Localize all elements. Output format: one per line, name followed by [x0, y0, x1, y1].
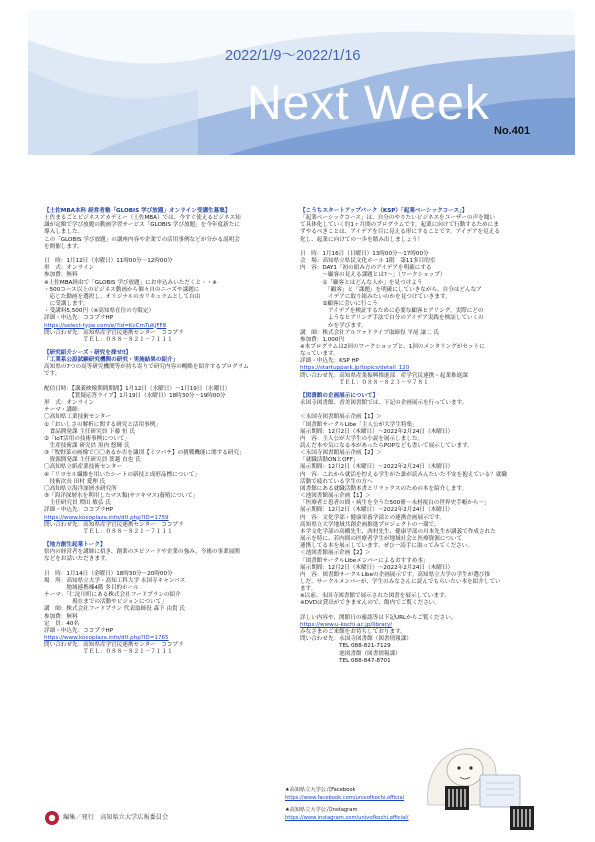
section-body — [300, 400, 570, 622]
contact-line: ＴＥＬ：０８８－８２１－７１１１ — [44, 528, 173, 535]
body-line: 「図書館サークルLibe「主人公が大学生特集」 — [300, 421, 418, 428]
body-line: 化し、起業に向けての一歩を踏み出しましょう！ — [300, 236, 424, 243]
body-line: 「起業ベーシックコース」は、自分のやりたいビジネスをユーザーの声を聞い — [300, 215, 495, 222]
body-line — [44, 564, 289, 571]
body-line: 形 式：オンライン — [44, 265, 95, 272]
instagram-qr-code — [510, 806, 534, 830]
body-line: ※土佐MBA経由で「GLOBIS 学び放題」にお申込みいただくと・・※ — [44, 279, 217, 286]
body-line: ④「リヨセル繊維を用いたシートの新技と成形品標について」 — [44, 471, 200, 478]
contact-line: 問い合わせ先：高知県産学官民連携センター ココプラ — [44, 642, 184, 649]
section-title: 【土佐MBA本科 経営者塾「GLOBIS 学び放題」オンライン受講生募集】 — [44, 208, 231, 214]
body-line: 講 師：株式会社アルファドライブ取締役 平尾 譲二 氏 — [300, 329, 439, 336]
body-line: 定 員：40名 — [44, 620, 80, 627]
section-contact — [300, 373, 570, 387]
body-line: 参加費：無料 — [44, 272, 78, 279]
contact-line: TEL 088-847-8701 — [300, 657, 391, 664]
body-line: 高知県立大学地域共創企画推進プロジェクトの一環で、 — [300, 521, 440, 528]
body-line: 本学文化学部の高橋先生、西村先生、健康学部の川本先生が講義で作成された — [300, 528, 496, 535]
contact-line: 問い合わせ先：高知県産業振興推進部 産学官民連携・起業推進課 — [300, 372, 468, 379]
body-line: ※DVDは貸出ができませんので、館内でご覧ください。 — [300, 600, 440, 607]
body-line: アイデアを検証するために必要な顧客ヒアリング。実際にどの — [300, 308, 484, 315]
body-line: 「就職活動ONとOFF」 — [300, 457, 359, 464]
section-title: 【研究紹介シーズ・研究を探せ‼】 — [44, 349, 132, 356]
body-line: なっています。 — [300, 351, 339, 358]
body-line: テーマ：「仁淀川町にある株式会社フードプランの紹介 — [44, 592, 181, 599]
contact-line: ＴＥＬ：０８８－８２３－９７８１ — [300, 379, 429, 386]
body-line: 技術次長 田村 愛理 氏 — [44, 478, 106, 485]
body-line — [44, 379, 289, 386]
body-line: 配信日時：【講義映像期間期間】1月12日（水曜日）～1月19日（水曜日） — [44, 385, 231, 392]
body-line: 「図書館サークルLibeメンバーによるおすすめ本」 — [300, 557, 429, 564]
section-title: 【地方創生起業トーク】 — [44, 542, 106, 549]
body-line: 展示期間：12月2日（木曜日）～2022年2月24日（木曜日） — [300, 428, 454, 435]
body-line: 展示を特に、若内間の医療者学生が地域社会と医療資源について — [300, 536, 463, 543]
section-subtitle: 「工業系公設試験研究機関の研究・実施結果の紹介」 — [44, 357, 179, 364]
body-line: ①「顧客とはどんな人か」を見つけよう — [300, 279, 423, 286]
body-line: 参加費：1,000円 — [300, 336, 344, 343]
body-line: ・500コース以上のビジネス動画から個々自のニーズや課題に — [44, 286, 200, 293]
body-line: 読んだ本や気になる本があったらPOPなども書いて展示しています。 — [300, 443, 473, 449]
section-library-exhibit — [300, 393, 570, 665]
instagram-link[interactable]: https://www.instagram.com/univofkochi.official/ — [285, 815, 409, 821]
contact-line: 問い合わせ先：高知県産学官民連携センター ココプラ — [44, 329, 184, 336]
footer-credit: 編集／発行 高知県立大学広報委員会 — [63, 814, 169, 821]
right-column — [300, 208, 570, 665]
body-line: ＜池図書館展示企画【2】＞ — [300, 550, 371, 557]
body-line: ～顧客の見える課題とは?～」（ワークショップ） — [300, 272, 446, 279]
body-line: 資源開発課 主任研究員 箕越 直也 氏 — [44, 457, 141, 464]
body-line: 詳しい内容や、開館日の確認等は下記URLからご覧ください。 — [300, 614, 457, 621]
body-line: 場 所：高知県立大学・高知工科大学 永国寺キャンパス — [44, 577, 186, 584]
body-line: ・受講料5,500円（※高知県在住の方限定） — [44, 308, 155, 315]
section-title: 【こうちスタートアップパーク（KSP）「起業ベーシックコース」】 — [300, 208, 468, 214]
section-globis — [44, 208, 289, 344]
body-line: 「顧客」と「課題」を明確にしていきながら、自分はどんなア — [300, 286, 482, 293]
body-line: に受講します。 — [44, 301, 89, 308]
contact-line: ＴＥＬ：０８８－８２１－７１１１ — [44, 649, 173, 656]
body-line: 〇高知県立海洋深層水研究所 — [44, 485, 117, 492]
body-line: 詳細・申込先：KSP HP — [300, 358, 360, 365]
body-line: 詳細・申込先：ココプラHP — [44, 507, 114, 514]
facebook-link[interactable]: https://www.facebook.com/univofkochi.official — [285, 795, 405, 801]
body-line: 図書館にある就職活動本書とリラックスのための本を紹介します。 — [300, 485, 468, 492]
body-line: しだ、サークルメンバーが、学生のみなさんに読んでもらいたい本を紹介してい — [300, 578, 501, 585]
body-line: 現在までの活動やビジョンについて」 — [44, 599, 167, 606]
body-line: 土佐まるごとビジネスアカデミー（土佐MBA）では、今すぐ使えるビジネス知 — [44, 215, 241, 222]
body-line: ※以前、永国寺図書館で展示された図書を展示しています。 — [300, 593, 450, 600]
body-line: ⑤「海洋深層水を利用したマス類(サツキマス)養殖について」 — [44, 493, 199, 500]
body-line: 【質疑応答ライブ】1月19日（水曜日）18時30分～19時00分 — [44, 392, 226, 399]
section-link[interactable]: https://startuppark.jp/topics/detail_120 — [300, 365, 410, 372]
section-contact — [44, 330, 289, 344]
section-contact — [44, 642, 289, 656]
section-title: 【図書館の企画展示について】 — [300, 392, 379, 399]
facebook-label: ★高知県立大学公式Facebook — [285, 787, 356, 793]
body-line: 食品開発課 主任研究員 下藤 恒 氏 — [44, 428, 136, 435]
body-line: 主任研究員 増田 敏弘 氏 — [44, 500, 111, 507]
issue-number: No.401 — [494, 125, 531, 137]
body-line: 会 場：高知県立県民文化ホール 1階 第11多目的室 — [300, 258, 436, 265]
body-line — [300, 608, 570, 615]
body-line: 地域連携棟4階 多目的ホール — [44, 584, 139, 591]
section-link[interactable]: https://www.kocoplaza.info/dtl.php?ID=1765 — [44, 635, 169, 642]
section-link[interactable]: https://www.kocoplaza.info/dtl.php?ID=1759 — [44, 514, 169, 521]
body-line: 講 師：株式会社フードプラン 代表取締役 森下 由貴 氏 — [44, 606, 186, 613]
contact-line: ＴＥＬ：０８８－８２１－７１１１ — [44, 336, 173, 343]
section-body — [44, 549, 289, 635]
body-line: ずやるべきことは、アイデアを目に見える形にすることです。アイデアを見える — [300, 229, 500, 236]
body-line: イデアに取り組みたいのかを見つけていきます。 — [300, 293, 451, 300]
body-line — [300, 244, 570, 251]
body-line: ②顧客に会いに行こう — [300, 301, 378, 308]
contact-line: みなさまのご来館をお待ちしております。 — [300, 629, 406, 636]
body-line: 内 容：これから就活を控える学生がた誰が読みんたいた不安を抱えている？就職 — [300, 471, 507, 478]
body-line: ます。 — [300, 586, 317, 593]
section-link[interactable]: https://select-type.com/e/?id=KcCmTuKjFF8 — [44, 322, 167, 329]
body-line: 永国寺図書館、香美図書館では、下記の企画展示を行っています。 — [300, 400, 468, 407]
body-line: ＜池図書館展示企画【1】＞ — [300, 493, 371, 500]
body-line: 生産技術課 研究員 黒内 悠輝 氏 — [44, 443, 130, 449]
body-line: 内 容：文化学部・健康栄養学部との連携企画展示です。 — [300, 514, 445, 521]
university-logo-icon — [44, 810, 60, 826]
body-line: ようなヒアリング手法で自分のアイデア実践を検証していくの — [300, 315, 484, 322]
body-line: かを学びます。 — [300, 322, 367, 329]
left-column — [44, 208, 289, 657]
body-line: 応じた動画を選択し、オリジナルのカリキュラムとして自由 — [44, 293, 201, 300]
body-line: 「医療者と患者の間・病生を全うた500冊～未材視白の世界史手帳から～」 — [300, 500, 490, 507]
body-line: 県内の経営者を講師に招き、創業のエピソードや企業の強み、今後の事業展開 — [44, 549, 240, 556]
body-line: などをお話いただきます。 — [44, 556, 111, 563]
body-line: 内 容：DAY1「初の組み方のアイデアを明確にする — [300, 265, 432, 272]
instagram-label: ★高知県立大学公式Instagram — [285, 807, 358, 813]
body-line: 参加費：無料 — [44, 613, 78, 620]
body-line: 詳細・申込先：ココプラHP — [44, 627, 114, 634]
body-line: 詳細・申込先：ココプラHP — [44, 315, 114, 322]
body-line: 導入しました。 — [44, 229, 84, 236]
body-line: 日 時：1月12日（水曜日）11時00分～12時00分 — [44, 258, 173, 265]
body-line: 連携してる本を展示しています。ぜひ一読手に取ってみてください。 — [300, 543, 473, 550]
body-line: 識が定額で学び放題の動画学習サービス「GLOBIS 学び放題」を今年度新たに — [44, 222, 240, 229]
body-line: 〇高知県工業技術センター — [44, 414, 111, 421]
body-line: 日 時：1月16日（日曜日）13時00分～17時00分 — [300, 250, 429, 257]
section-contact — [44, 522, 289, 536]
body-line: です。 — [44, 371, 61, 378]
body-line: を開催します。 — [44, 243, 83, 250]
body-line: 展示期間：12月2日（木曜日）～2022年2月24日（木曜日） — [300, 564, 454, 571]
section-body — [44, 215, 289, 322]
body-line: ＜永国寺図書館展示企画【1】＞ — [300, 414, 382, 421]
section-contact — [300, 629, 570, 665]
body-line: 日 時：1月14日（金曜日）18時30分～20時00分 — [44, 570, 173, 577]
section-startup-talk — [44, 542, 289, 657]
facebook-qr-code — [445, 786, 469, 810]
newsletter-title: Next Week — [247, 77, 490, 130]
contact-line: 問い合わせ先：永国寺図書館（図書情報課） — [300, 636, 412, 643]
body-line: 活動で疲れている学生の方へ — [300, 478, 373, 485]
body-line: 〇高知県立紙産業技術センター — [44, 464, 123, 471]
body-line: ＜永国寺図書館展示企画【2】＞ — [300, 450, 382, 457]
body-line: 展示期間：12月2日（木曜日）～2022年2月24日（木曜日） — [300, 464, 454, 471]
section-link[interactable]: https://www.u-kochi.ac.jp/library/ — [300, 621, 393, 628]
body-line: テーマ・講師： — [44, 407, 84, 414]
body-line: この「GLOBIS 学び放題」の講座内容や企業での活用事例などが分かる説明会 — [44, 236, 240, 243]
contact-line: 問い合わせ先：高知県産学官民連携センター ココプラ — [44, 521, 184, 528]
body-line: 内 容：主人公が大学生の小説を展示しました。 — [300, 435, 424, 442]
section-research-seeds — [44, 350, 289, 536]
body-line: 展示期間：12月2日（木曜日）～2022年2月24日（木曜日） — [300, 507, 454, 514]
section-body — [44, 364, 289, 514]
body-line: 形 式：オンライン — [44, 400, 95, 407]
body-line: ①「おいしさの解析に関する研究と活用事例」 — [44, 421, 161, 428]
contact-line: 池図書館（図書情報課） — [300, 650, 401, 657]
body-line: 内 容：図書館サークルLibeの企画展示です。高知県立大学の学生が選び推 — [300, 571, 491, 578]
section-ksp-course — [300, 208, 570, 387]
body-line: 高知県の7つの高等研究機関等が持ち寄りで研究内容の概略を紹介するプログラム — [44, 364, 249, 371]
section-body — [300, 215, 570, 365]
date-range: 2022/1/9～2022/1/16 — [225, 48, 361, 64]
body-line: て具体化していく約1ヶ月間のプログラムです。起業に向けて行動するためにま — [300, 222, 499, 229]
contact-line: TEL 088-821-7129 — [300, 643, 391, 650]
body-line: ③「牧野菜の画像で〇〇あるか否を識別【ミツバチ】の挑戦機能に関する研究」 — [44, 450, 245, 457]
body-line: ※本プログラムは2回のワークショップと、1回のメンタリングがセットに — [300, 343, 485, 350]
body-line: ②「IoT活用の技術事例について」 — [44, 435, 131, 442]
